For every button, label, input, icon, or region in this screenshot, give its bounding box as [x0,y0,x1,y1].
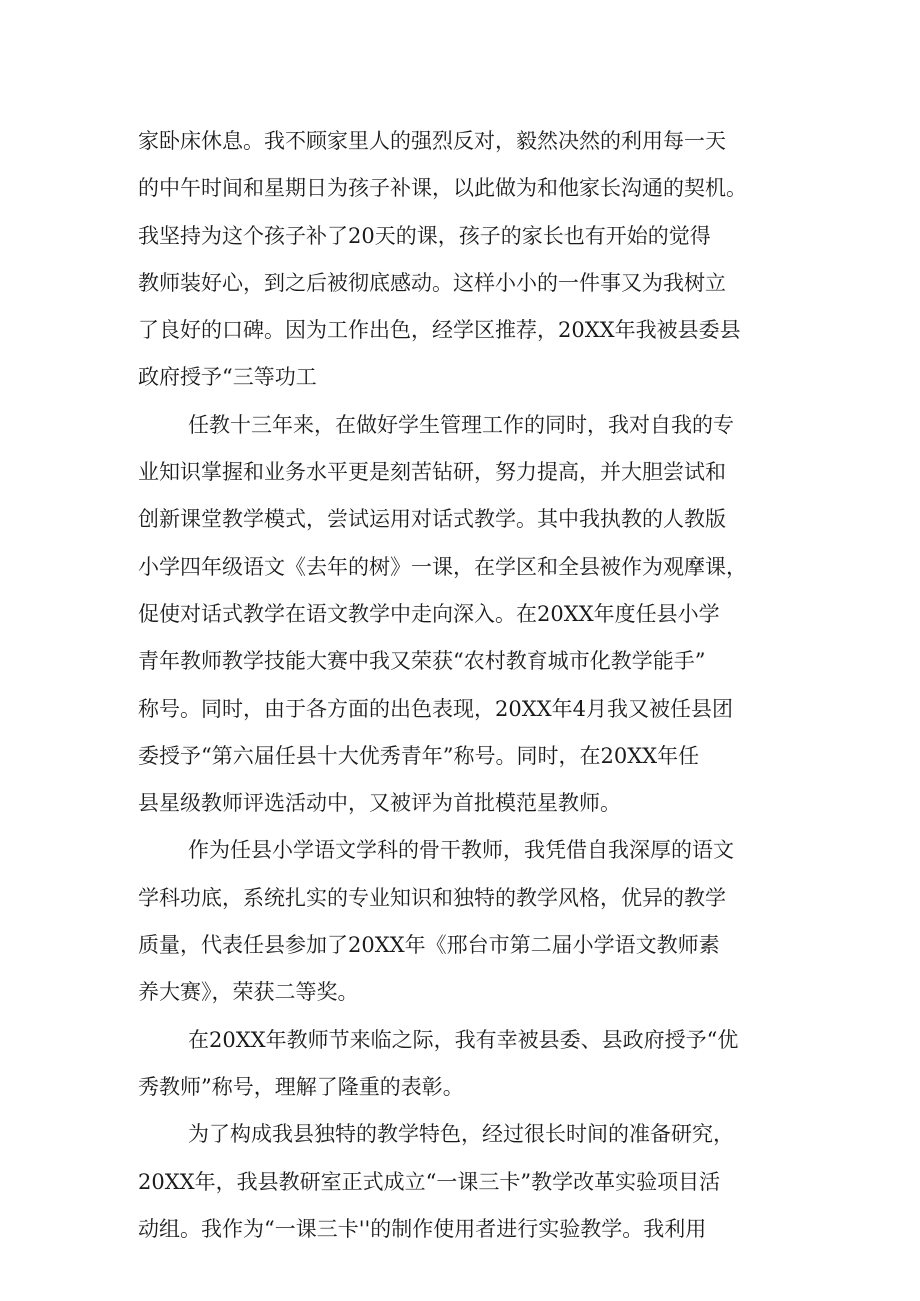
paragraph-start-line: 为了构成我县独特的教学特色，经过很长时间的准备研究， [188,1122,734,1147]
paragraph-start-line: 任教十三年来，在做好学生管理工作的同时，我对自我的专 [188,412,734,437]
text-line: 20XX年，我县教研室正式成立“一课三卡”教学改革实验项目活 [138,1169,721,1194]
text-line: 业知识掌握和业务水平更是刻苦钻研，努力提高，并大胆尝试和 [138,460,726,485]
text-line: 动组。我作为“一课三卡''的制作使用者进行实验教学。我利用 [138,1216,707,1241]
paragraph-start-line: 作为任县小学语文学科的骨干教师，我凭借自我深厚的语文 [188,838,734,863]
text-line: 质量，代表任县参加了20XX年《邢台市第二届小学语文教师素 [138,933,720,958]
text-line: 称号。同时，由于各方面的出色表现，20XX年4月我又被任县团 [138,696,733,721]
text-line: 政府授予“三等功工 [138,365,317,390]
text-line: 秀教师”称号，理解了隆重的表彰。 [138,1074,464,1099]
text-line: 青年教师教学技能大赛中我又荣获“农村教育城市化教学能手” [138,649,706,674]
text-line: 了良好的口碑。因为工作出色，经学区推荐，20XX年我被县委县 [138,318,741,343]
text-line: 家卧床休息。我不顾家里人的强烈反对，毅然决然的利用每一天 [138,129,726,153]
paragraph-start-line: 在20XX年教师节来临之际，我有幸被县委、县政府授予“优 [188,1027,739,1052]
text-line: 委授予“第六届任县十大优秀青年”称号。同时，在20XX年任 [138,743,700,768]
text-line: 县星级教师评选活动中，又被评为首批模范星教师。 [138,791,621,816]
text-line: 创新课堂教学模式，尝试运用对话式教学。其中我执教的人教版 [138,507,726,532]
text-line: 学科功底，系统扎实的专业知识和独特的教学风格，优异的教学 [138,885,726,910]
document-body [138,118,788,1253]
text-line: 我坚持为这个孩子补了20天的课，孩子的家长也有开始的觉得 [138,223,711,248]
text-line: 促使对话式教学在语文教学中走向深入。在20XX年度任县小学 [138,601,720,626]
text-line: 的中午时间和星期日为孩子补课，以此做为和他家长沟通的契机。 [138,176,747,201]
text-line: 养大赛》，荣获二等奖。 [138,980,359,1005]
text-line: 教师装好心，到之后被彻底感动。这样小小的一件事又为我树立 [138,270,726,295]
text-line: 小学四年级语文《去年的树》一课，在学区和全县被作为观摩课， [138,554,747,579]
